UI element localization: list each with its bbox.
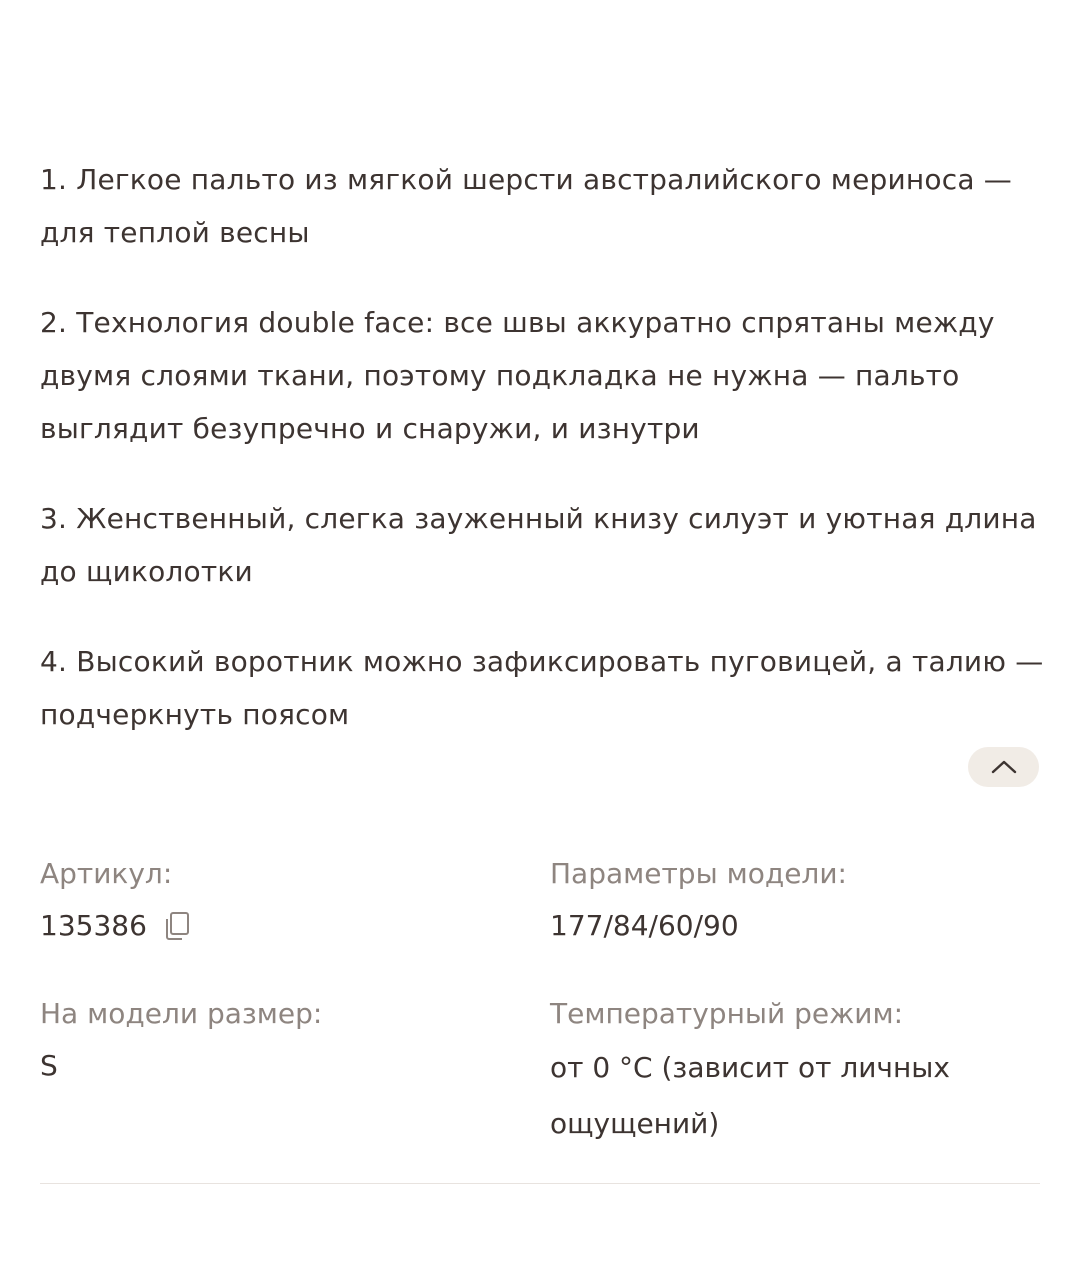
temperature-value: от 0 °С (зависит от личных ощущений) xyxy=(550,1051,950,1140)
feature-item: 2. Технология double face: все швы аккуратно спрятаны между двумя слоями ткани, поэтому подкладка не нужна — пальто выглядит безупречно и снаружи, и изнутри xyxy=(40,306,995,445)
temperature-label: Температурный режим: xyxy=(550,997,904,1030)
feature-item: 3. Женственный, слегка зауженный книзу силуэт и уютная длина до щиколотки xyxy=(40,502,1037,588)
article-info xyxy=(40,848,520,952)
temperature-info xyxy=(550,988,1020,1152)
collapse-description-button[interactable] xyxy=(968,747,1039,787)
section-divider xyxy=(40,1183,1040,1184)
chevron-up-icon xyxy=(991,759,1017,775)
model-size-label: На модели размер: xyxy=(40,997,323,1030)
article-value: 135386 xyxy=(40,909,147,942)
feature-item: 1. Легкое пальто из мягкой шерсти австралийского мериноса — для теплой весны xyxy=(40,163,1012,249)
model-size-info xyxy=(40,988,520,1092)
model-params-info xyxy=(550,848,1020,952)
model-params-label: Параметры модели: xyxy=(550,857,847,890)
article-label: Артикул: xyxy=(40,857,173,890)
feature-item: 4. Высокий воротник можно зафиксировать пуговицей, а талию — подчеркнуть поясом xyxy=(40,645,1044,731)
model-params-value: 177/84/60/90 xyxy=(550,909,739,942)
copy-icon[interactable] xyxy=(163,911,191,941)
model-size-value: S xyxy=(40,1049,58,1082)
product-features-list xyxy=(40,153,1050,778)
